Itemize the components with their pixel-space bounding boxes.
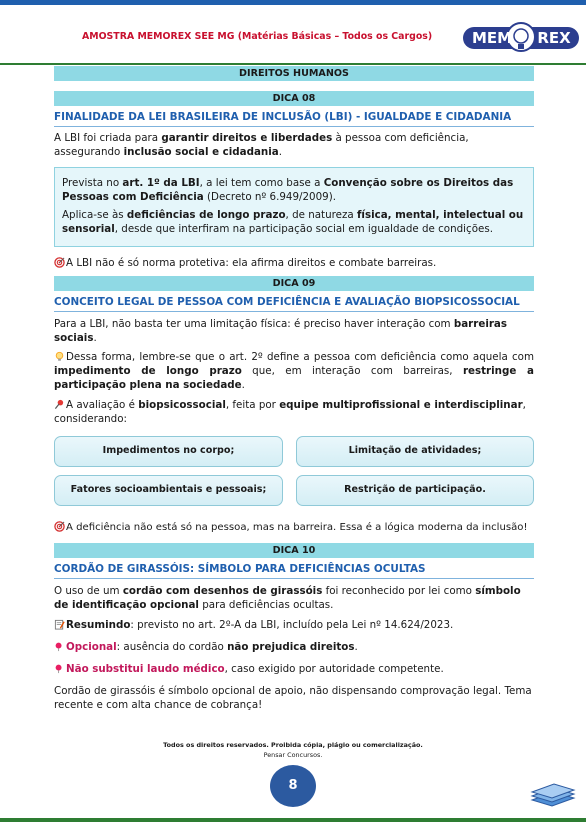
dica08-box-paragraph-2: Aplica-se às deficiências de longo prazo, de natureza física, mental, intelectual ou sensorial, desde que interfiram na participação social em igualdade de condições. [62, 209, 524, 235]
pink-bullet-icon [54, 663, 65, 674]
footer-rights: Todos os direitos reservados. Proibida cópia, plágio ou comercialização. [163, 741, 423, 749]
dica09-title-underline [54, 311, 534, 312]
target-icon [54, 521, 65, 532]
header-title: AMOSTRA MEMOREX SEE MG (Matérias Básicas – Todos os Cargos) [82, 31, 433, 42]
memorex-logo [462, 19, 580, 57]
dica09-title: CONCEITO LEGAL DE PESSOA COM DEFICIÊNCIA E AVALIAÇÃO BIOPSICOSSOCIAL [54, 296, 520, 308]
dica10-title: CORDÃO DE GIRASSÓIS: SÍMBOLO PARA DEFICIÊNCIAS OCULTAS [54, 563, 426, 575]
bottom-color-bar [0, 818, 586, 822]
subject-bar: DIREITOS HUMANOS [54, 66, 534, 81]
dica10-paragraph-1: O uso de um cordão com desenhos de girassóis foi reconhecido por lei como símbolo de identificação opcional para deficiências ocultas. [54, 585, 521, 611]
dica08-box-paragraph-1: Prevista no art. 1º da LBI, a lei tem como base a Convenção sobre os Direitos das Pessoas com Deficiência (Decreto nº 6.949/2009). [62, 177, 514, 203]
dica09-paragraph-1: Para a LBI, não basta ter uma limitação física: é preciso haver interação com barreiras sociais. [54, 318, 508, 344]
dica08-title-underline [54, 126, 534, 127]
dica10-bullet-opcional: Opcional: ausência do cordão não prejudica direitos. [54, 640, 534, 654]
books-stack-icon [528, 782, 578, 810]
dica10-title-underline [54, 578, 534, 579]
dica10-bar: DICA 10 [54, 543, 534, 558]
logo-text-left: MEM [471, 29, 513, 47]
criterion-pill-impedimentos: Impedimentos no corpo; [54, 436, 283, 467]
dica10-bullet-laudo: Não substitui laudo médico, caso exigido por autoridade competente. [54, 662, 534, 676]
footer-brand: Pensar Concursos. [263, 751, 323, 759]
dica09-tip: A deficiência não está só na pessoa, mas na barreira. Essa é a lógica moderna da inclusão! [54, 521, 534, 535]
header-divider [0, 63, 586, 65]
dica08-highlight-box [54, 167, 534, 247]
pushpin-icon [54, 399, 65, 410]
memo-icon [54, 619, 65, 630]
dica10-resumo: Resumindo: previsto no art. 2º-A da LBI, incluído pela Lei nº 14.624/2023. [54, 618, 534, 632]
dica09-paragraph-3: A avaliação é biopsicossocial, feita por equipe multiprofissional e interdisciplinar, considerando: [54, 399, 526, 425]
page-number-badge: 8 [270, 765, 316, 807]
dica08-tip: A LBI não é só norma protetiva: ela afirma direitos e combate barreiras. [54, 256, 534, 270]
criterion-pill-restricao: Restrição de participação. [296, 475, 534, 506]
criterion-pill-fatores: Fatores socioambientais e pessoais; [54, 475, 283, 506]
criterion-pill-limitacao: Limitação de atividades; [296, 436, 534, 467]
dica09-paragraph-2: Dessa forma, lembre-se que o art. 2º define a pessoa com deficiência como aquela com impedimento de longo prazo que, em interação com barreiras, restringe a participação plena na sociedade. [54, 351, 534, 391]
logo-text-right: REX [537, 29, 571, 47]
dica10-closing: Cordão de girassóis é símbolo opcional de apoio, não dispensando comprovação legal. Tema recente e com alta chance de cobrança! [54, 685, 532, 711]
pink-bullet-icon [54, 641, 65, 652]
dica08-title: FINALIDADE DA LEI BRASILEIRA DE INCLUSÃO (LBI) - IGUALDADE E CIDADANIA [54, 111, 512, 123]
dica09-bar: DICA 09 [54, 276, 534, 291]
page-header [0, 5, 586, 60]
lightbulb-icon [54, 351, 65, 362]
dica08-paragraph: A LBI foi criada para garantir direitos e liberdades à pessoa com deficiência, assegurando inclusão social e cidadania. [54, 132, 469, 158]
dica08-bar: DICA 08 [54, 91, 534, 106]
target-icon [54, 257, 65, 268]
